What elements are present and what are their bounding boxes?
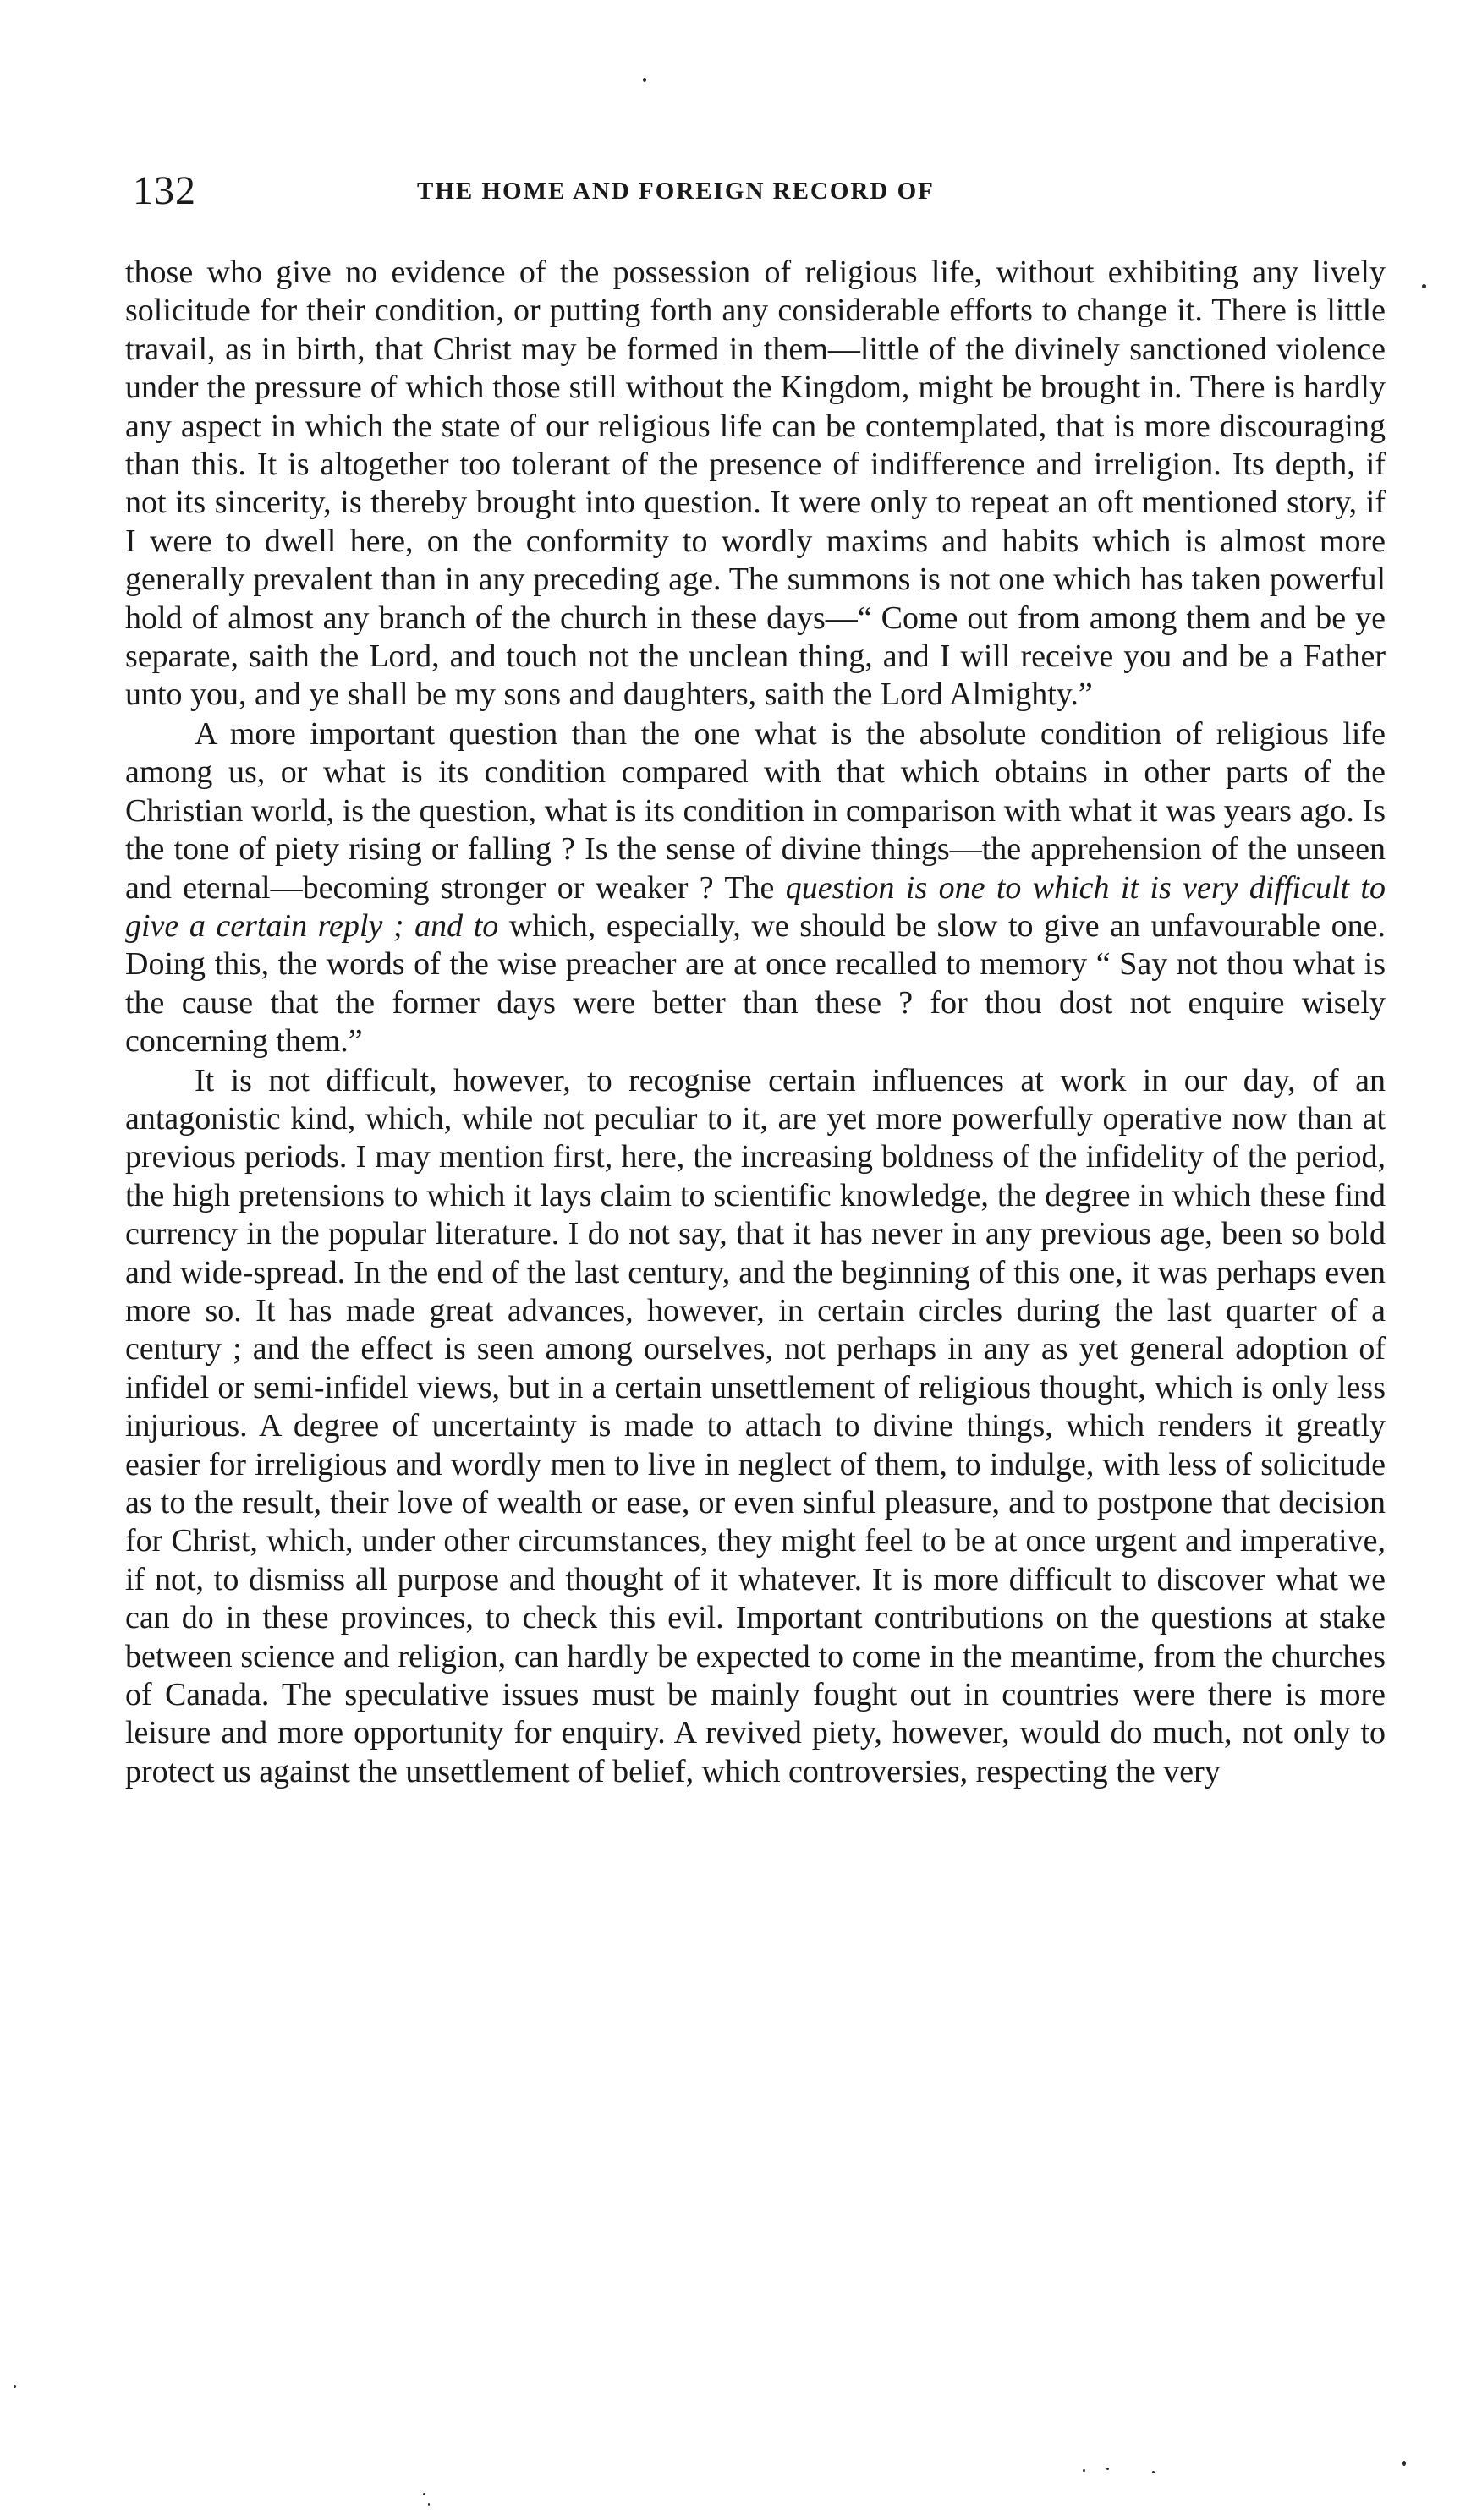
scan-speck xyxy=(14,2385,16,2388)
scan-speck xyxy=(1422,284,1426,288)
paragraph-text: those who give no evidence of the possession of religious life, without exhibiting any lively solicitude for their condition, or putting forth any considerable efforts to change it. There is little travail, as in birth, that Christ may be formed in them—little of the divinely sanctioned violence under the pressure of which those still without the Kingdom, might be brought in. There is hardly any aspect in which the state of our religious life can be contemplated, that is more discouraging than this. It is altogether too tolerant of the presence of indifference and irreligion. Its depth, if not its sincerity, is thereby brought into question. It were only to repeat an oft mentioned story, if I were to dwell here, on the conformity to wordly maxims and habits which is almost more generally prevalent than in any preceding age. The summons is not one which has taken powerful hold of almost any branch of the church in these days—“ Come out from among them and be ye separate, saith the Lord, and touch not the unclean thing, and I will receive you and be a Father unto you, and ye shall be my sons and daughters, saith the Lord Almighty.” xyxy=(125,255,1386,713)
scan-speck xyxy=(1083,2469,1085,2472)
paragraph-text: It is not difficult, however, to recognise certain influences at work in our day, of an antagonistic kind, which, while not peculiar to it, are yet more powerfully operative now than at previous periods. I may mention first, here, the increasing boldness of the infidelity of the period, the high pretensions to which it lays claim to scientific knowledge, the degree in which these find currency in the popular literature. I do not say, that it has never in any previous age, been so bold and wide-spread. In the end of the last century, and the beginning of this one, it was perhaps even more so. It has made great advances, however, in certain circles during the last quarter of a century ; and the effect is seen among ourselves, not perhaps in any as yet general adoption of infidel or semi-infidel views, but in a certain unsettlement of religious thought, which is only less injurious. A degree of uncertainty is made to attach to divine things, which renders it greatly easier for irreligious and wordly men to live in neglect of them, to indulge, with less of solicitude as to the result, their love of wealth or ease, or even sinful pleasure, and to postpone that decision for Christ, which, under other circumstances, they might feel to be at once urgent and imperative, if not, to dismiss all purpose and thought of it whatever. It is more difficult to discover what we can do in these provinces, to check this evil. Important contributions on the questions at stake between science and religion, can hardly be expected to come in the meantime, from the churches of Canada. The speculative issues must be mainly fought out in countries were there is more leisure and more opportunity for enquiry. A revived piety, however, would do much, not only to protect us against the unsettlement of belief, which controversies, respecting the very xyxy=(125,1062,1386,1789)
italic-text: question is one to which it is very difficult to give a certain reply ; and to xyxy=(125,869,1386,944)
scan-speck xyxy=(1402,2461,1406,2466)
paragraph-question xyxy=(125,715,1386,1061)
page-number: 132 xyxy=(133,168,196,213)
paragraph-text: A more important question than the one what is the absolute condition of religious life among us, or what is its condition compared with that which obtains in other parts of the Christian world, is the question, what is its condition in comparison with what it was years ago. Is the tone of piety rising or falling ? Is the sense of divine things—the apprehension of the unseen and eternal—becoming stronger or weaker ? The xyxy=(125,715,1386,906)
paragraph-text: which, especially, we should be slow to give an unfavourable one. Doing this, the words of the wise preacher are at once recalled to memory “ Say not thou what is the cause that the former days were better than these ? for thou dost not enquire wisely concerning them.” xyxy=(125,907,1386,1060)
paragraph-influences xyxy=(125,1062,1386,1792)
scan-speck xyxy=(428,2503,430,2506)
paragraph-continuation xyxy=(125,254,1386,715)
page-header xyxy=(123,167,1383,218)
scan-speck xyxy=(1106,2468,1109,2470)
body-text xyxy=(125,254,1386,1791)
scan-speck xyxy=(1152,2471,1155,2473)
scan-speck xyxy=(423,2493,425,2495)
running-head: THE HOME AND FOREIGN RECORD OF xyxy=(417,178,935,205)
scan-speck xyxy=(643,78,646,82)
